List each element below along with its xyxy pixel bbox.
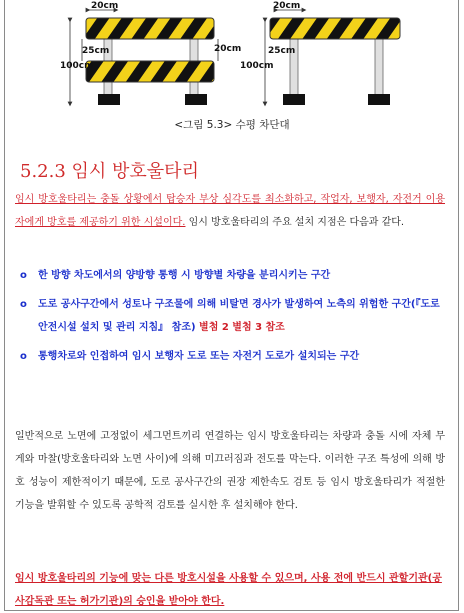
list-item [20,264,440,287]
list-item-text: 통행차로와 인접하여 임시 보행자 도로 또는 자전거 도로가 설치되는 구간 [38,351,360,362]
single-barrier [265,10,400,105]
section-title: 5.2.3 임시 방호울타리 [20,161,199,182]
list-item-text: 도로 공사구간에서 성토나 구조물에 의해 비탈면 경사가 발생하여 노측의 위험한 구간(『도로안전시설 설치 및 관리 지침』 참조) [38,299,440,333]
intro-highlight: 임시 방호울타리는 충돌 상황에서 탑승자 부상 심각도를 최소화하고, 작업자, 보행자, 자전거 이용자에게 방호를 제공하기 위한 시설이다. [15,194,445,228]
approval-note: 임시 방호울타리의 기능에 맞는 다른 방호시설을 사용할 수 있으며, 사용 전에 반드시 관할기관(공사감독관 또는 허가기관)의 승인을 받아야 한다. [15,573,442,607]
dim-mid-left: 20cm [214,44,242,54]
dim-height-left: 100cm [60,61,94,71]
bullet-mark: o [20,299,27,310]
bullet-mark: o [20,270,27,281]
dim-top-right: 20cm [273,1,301,11]
dim-height-right: 100cm [240,61,274,71]
barrier-drawing [0,0,464,115]
dim-gap-right: 25cm [268,46,296,56]
location-list [20,264,440,368]
intro-rest: 임시 방호울타리의 주요 설치 지점은 다음과 같다. [185,217,405,228]
list-item-reference: 별첨 2 별첨 3 참조 [195,322,285,333]
figure-caption: <그림 5.3> 수평 차단대 [174,119,290,131]
intro-paragraph [15,188,445,234]
double-barrier [70,10,218,105]
list-item [20,293,440,339]
barrier-figure [0,0,464,115]
dim-top-left: 20cm [91,1,119,11]
body-paragraph: 일반적으로 노면에 고정없이 세그먼트끼리 연결하는 임시 방호울타리는 차량과 충돌 시에 자체 무게와 마찰(방호울타리와 노면 사이)에 의해 미끄러짐과 전도를 막는다. 이러한 구조 특성에 의해 방호 성능이 제한적이기 때문에, 도로 공사구간의 권장 제한속도 검토 등 임시 방호울타리가 적절한 기능을 발휘할 수 있도록 공학적 검토를 실시한 후 설치해야 한다. [15,431,445,511]
list-item-text: 한 방향 차도에서의 양방향 통행 시 방향별 차량을 분리시키는 구간 [38,270,331,281]
dim-gap-left: 25cm [82,46,110,56]
list-item [20,345,440,368]
bullet-mark: o [20,351,27,362]
